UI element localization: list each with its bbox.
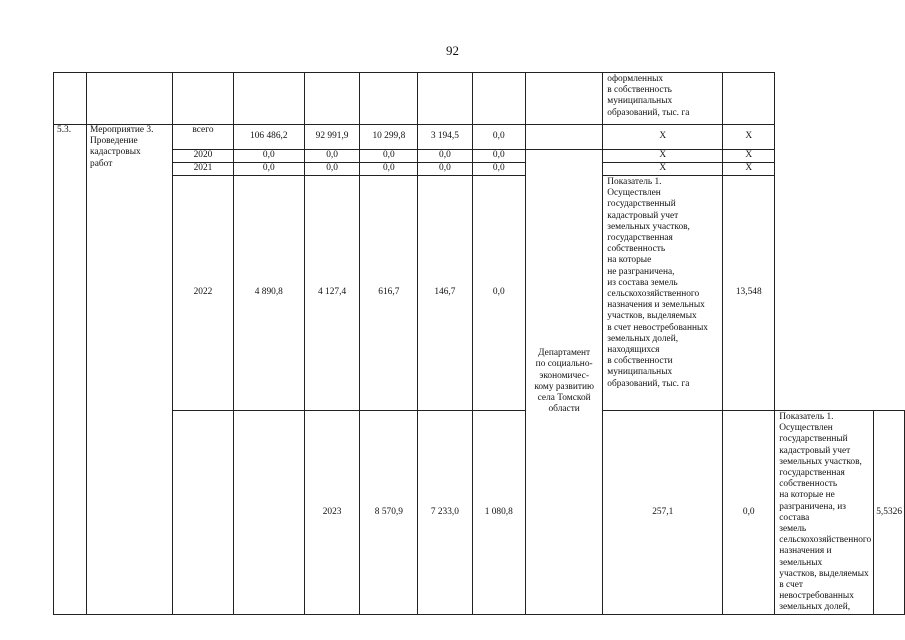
- empty-cell: [360, 73, 418, 125]
- indicator-cell: Показатель 1. Осуществлен государственный кадастровый учет земельных участков, государственная собственность на которые не разграничена, из состава земель сельскохозяйственного назначения и земельных участков, выделяемых в счет невостребованных земельных долей,: [775, 411, 874, 615]
- empty-cell: [418, 73, 472, 125]
- table-row: [54, 125, 905, 150]
- local-cell: 257,1: [603, 411, 723, 615]
- empty-cell: [87, 73, 173, 125]
- federal-cell: 4 127,4: [304, 176, 360, 411]
- empty-cell: [526, 125, 603, 150]
- empty-cell: [723, 73, 775, 125]
- year-cell: 2020: [173, 150, 234, 163]
- total-cell: 106 486,2: [233, 125, 304, 150]
- federal-cell: 7 233,0: [418, 411, 472, 615]
- federal-cell: 92 991,9: [304, 125, 360, 150]
- indicator-cell: Х: [603, 125, 723, 150]
- total-cell: 0,0: [233, 150, 304, 163]
- other-cell: 0,0: [723, 411, 775, 615]
- regional-cell: 1 080,8: [472, 411, 526, 615]
- empty-cell: [233, 411, 304, 615]
- indicator-value-cell: Х: [723, 163, 775, 176]
- activity-name: Мероприятие 3. Проведение кадастровых работ: [87, 125, 173, 615]
- other-cell: 0,0: [472, 125, 526, 150]
- year-cell: 2022: [173, 176, 234, 411]
- table-row: [54, 150, 905, 163]
- total-cell: 0,0: [233, 163, 304, 176]
- local-cell: 3 194,5: [418, 125, 472, 150]
- regional-cell: 0,0: [360, 163, 418, 176]
- section-number: 5.3.: [54, 125, 87, 615]
- federal-cell: 0,0: [304, 163, 360, 176]
- regional-cell: 616,7: [360, 176, 418, 411]
- table-row: [54, 411, 905, 615]
- other-cell: 0,0: [472, 163, 526, 176]
- local-cell: 0,0: [418, 163, 472, 176]
- empty-cell: [304, 73, 360, 125]
- empty-cell: [526, 73, 603, 125]
- empty-cell: [472, 73, 526, 125]
- other-cell: 0,0: [472, 176, 526, 411]
- regional-cell: 0,0: [360, 150, 418, 163]
- total-cell: 8 570,9: [360, 411, 418, 615]
- indicator-value-cell: 5,5326: [874, 411, 905, 615]
- indicator-value-cell: Х: [723, 150, 775, 163]
- year-cell: всего: [173, 125, 234, 150]
- budget-table: [53, 72, 905, 615]
- federal-cell: 0,0: [304, 150, 360, 163]
- table-row: [54, 176, 905, 411]
- empty-cell: [173, 73, 234, 125]
- year-cell: 2021: [173, 163, 234, 176]
- indicator-cell: оформленных в собственность муниципальных образований, тыс. га: [603, 73, 723, 125]
- empty-cell: [173, 411, 234, 615]
- table-row-continuation: [54, 73, 905, 125]
- year-cell: 2023: [304, 411, 360, 615]
- table-row: [54, 163, 905, 176]
- local-cell: 146,7: [418, 176, 472, 411]
- local-cell: 0,0: [418, 150, 472, 163]
- empty-cell: [54, 73, 87, 125]
- other-cell: 0,0: [472, 150, 526, 163]
- indicator-value-cell: 13,548: [723, 176, 775, 411]
- indicator-cell: Показатель 1. Осуществлен государственный кадастровый учет земельных участков, государственная собственность на которые не разграничена, из состава земель сельскохозяйственного назначения и земельных участков, выделяемых в счет невостребованных земельных долей, находящихся в собственности муниципальных образований, тыс. га: [603, 176, 723, 411]
- page-number: 92: [446, 43, 459, 58]
- total-cell: 4 890,8: [233, 176, 304, 411]
- regional-cell: 10 299,8: [360, 125, 418, 150]
- indicator-value-cell: Х: [723, 125, 775, 150]
- empty-cell: [233, 73, 304, 125]
- department-cell: Департамент по социально- экономичес- кому развитию села Томской области: [526, 150, 603, 615]
- indicator-cell: Х: [603, 163, 723, 176]
- indicator-cell: Х: [603, 150, 723, 163]
